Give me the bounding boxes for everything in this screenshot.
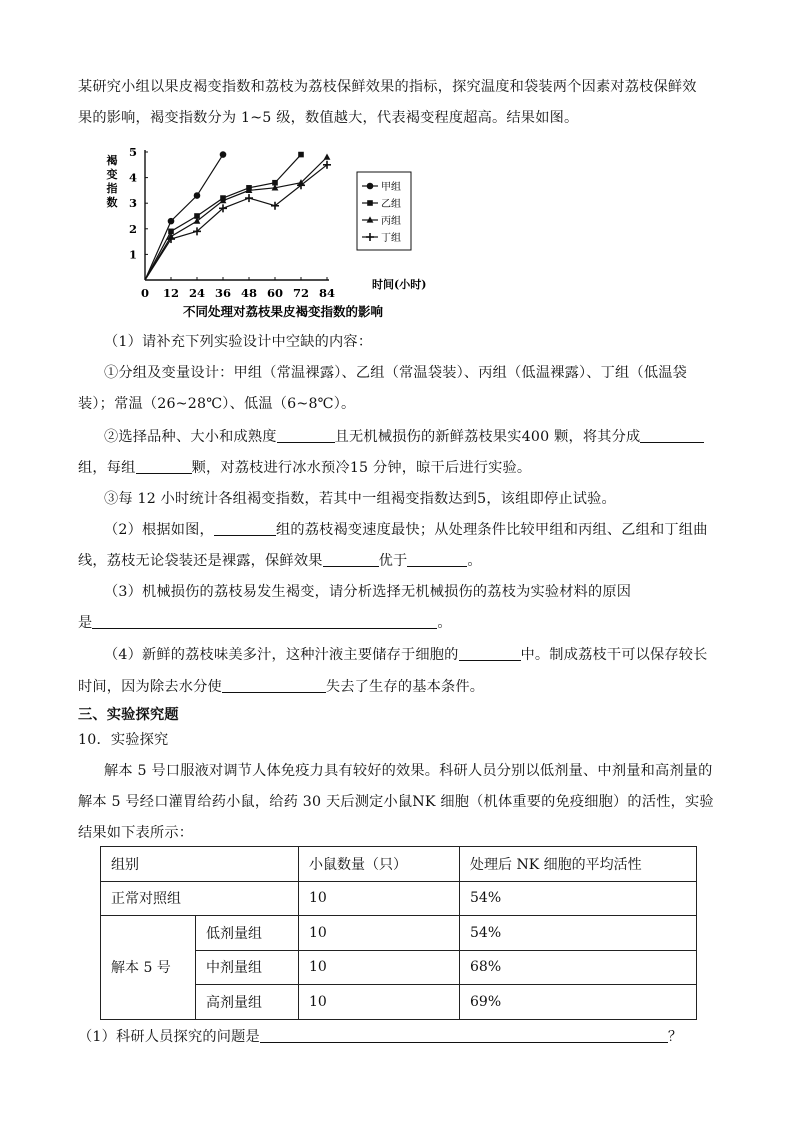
y-tick-label: 5	[128, 145, 137, 159]
answer-blank-research-question[interactable]	[260, 1028, 668, 1043]
series-line-2	[145, 155, 301, 280]
answer-blank-per-group[interactable]	[136, 459, 192, 474]
data-point	[324, 154, 331, 160]
x-tick-label: 36	[214, 286, 232, 300]
answer-blank-group-count[interactable]	[640, 428, 704, 443]
chart-title: 不同处理对荔枝果皮褐变指数的影响	[182, 304, 384, 319]
q3-line-b	[78, 612, 452, 632]
x-axis-label: 时间(小时)	[372, 278, 427, 291]
x-tick-label: 24	[188, 286, 206, 300]
data-point	[168, 218, 175, 225]
q1-item1-line-b: 装）；常温（26~28℃）、低温（6~8℃）。	[78, 396, 356, 412]
x-tick-label: 0	[140, 286, 150, 300]
answer-blank-microbes[interactable]	[222, 678, 326, 693]
q2-text-5: 。	[467, 553, 482, 569]
x-tick-label: 72	[292, 286, 310, 300]
y-tick-label: 4	[128, 170, 137, 185]
answer-blank-fastest-group[interactable]	[214, 521, 276, 536]
x-tick-label: 48	[240, 286, 258, 300]
table-row	[101, 881, 697, 916]
q4-text-1: （4）新鲜的荔枝味美多汁，这种汁液主要储存于细胞的	[104, 647, 459, 663]
legend-label: 丙组	[381, 216, 401, 227]
q1-item2-line-a	[104, 426, 704, 446]
legend-label: 甲组	[381, 182, 401, 193]
y-axis-label-char: 褐	[106, 154, 118, 167]
q1-stem: （1）请补充下列实验设计中空缺的内容：	[104, 334, 373, 350]
q1-item2-text-3: 组，每组	[78, 460, 136, 476]
answer-blank-reason[interactable]	[92, 614, 437, 629]
legend-marker	[367, 183, 374, 190]
y-tick-label: 1	[128, 247, 137, 262]
data-point	[298, 152, 304, 158]
cell-count: 10	[299, 950, 460, 985]
q1-item3: ③每 12 小时统计各组褐变指数，若其中一组褐变指数达到5，该组即停止试验。	[104, 491, 616, 507]
question-10-title: 10．实验探究	[78, 732, 169, 748]
y-tick-label: 2	[128, 221, 137, 236]
q10-1-question-mark: ？	[667, 1029, 683, 1045]
y-tick-label: 3	[128, 196, 137, 211]
browning-index-chart	[100, 142, 440, 322]
cell-activity: 69%	[460, 985, 697, 1020]
header-nk-activity: 处理后 NK 细胞的平均活性	[460, 847, 697, 882]
cell-dose: 低剂量组	[196, 916, 299, 951]
q4-text-3: 时间，因为除去水分使	[78, 679, 222, 695]
cell-dose: 中剂量组	[196, 950, 299, 985]
q2-line-a	[104, 519, 708, 539]
table-row	[101, 916, 697, 951]
y-axis-label-char: 数	[106, 196, 118, 209]
q1-item2-text-4: 颗，对荔枝进行冰水预冷15 分钟，晾干后进行实验。	[191, 460, 532, 476]
answer-blank-organelle[interactable]	[459, 646, 521, 661]
q3-text-1: 是	[78, 615, 93, 631]
q4-line-b	[78, 676, 484, 696]
q2-line-b	[78, 550, 482, 570]
section-heading: 三、实验探究题	[78, 707, 179, 723]
q2-text-4: 优于	[378, 553, 408, 569]
cell-treatment-group: 解本 5 号	[101, 916, 196, 1020]
data-point	[194, 192, 201, 199]
cell-count: 10	[299, 916, 460, 951]
cell-count: 10	[299, 985, 460, 1020]
header-group: 组别	[101, 847, 299, 882]
q2-text-2: 组的荔枝褐变速度最快；从处理条件比较甲组和丙组、乙组和丁组曲	[275, 522, 708, 538]
y-axis-label-char: 指	[106, 182, 118, 195]
intro-line-1: 某研究小组以果皮褐变指数和荔枝为荔枝保鲜效果的指标，探究温度和袋装两个因素对荔枝保鲜效	[78, 79, 697, 95]
q4-text-2: 中。制成荔枝干可以保存较长	[520, 647, 708, 663]
results-table	[100, 846, 697, 1020]
x-tick-label: 60	[266, 286, 284, 300]
y-axis-label-char: 变	[106, 168, 118, 181]
q1-item2-text-1: ②选择品种、大小和成熟度	[104, 429, 277, 445]
cell-control-activity: 54%	[460, 881, 697, 916]
intro-line-2: 果的影响，褐变指数分为 1~5 级，数值越大，代表褐变程度超高。结果如图。	[78, 110, 579, 126]
cell-control-label: 正常对照组	[101, 881, 299, 916]
answer-blank-better-condition[interactable]	[323, 552, 379, 567]
legend-label: 丁组	[381, 233, 401, 244]
data-point	[220, 151, 227, 158]
q4-text-4: 失去了生存的基本条件。	[325, 679, 485, 695]
legend-label: 乙组	[381, 199, 401, 210]
x-tick-label: 12	[162, 286, 180, 300]
q2-text-1: （2）根据如图，	[104, 522, 214, 538]
q3-text-2: 。	[437, 615, 452, 631]
q1-item2-line-b	[78, 457, 531, 477]
q10-paragraph-line-3: 结果如下表所示：	[78, 825, 194, 841]
x-tick-label: 84	[318, 286, 336, 300]
q10-1-text: （1）科研人员探究的问题是	[78, 1029, 260, 1045]
cell-control-count: 10	[299, 881, 460, 916]
q10-paragraph-line-2: 解本 5 号经口灌胃给药小鼠，给药 30 天后测定小鼠NK 细胞（机体重要的免疫细胞）的活性，实验	[78, 794, 714, 810]
q4-line-a	[104, 644, 708, 664]
table-header-row	[101, 847, 697, 882]
q10-paragraph-line-1: 解本 5 号口服液对调节人体免疫力具有较好的效果。科研人员分别以低剂量、中剂量和高剂量的	[104, 763, 713, 779]
q3-line-a: （3）机械损伤的荔枝易发生褐变，请分析选择无机械损伤的荔枝为实验材料的原因	[104, 584, 632, 600]
cell-activity: 54%	[460, 916, 697, 951]
cell-activity: 68%	[460, 950, 697, 985]
answer-blank-worse-condition[interactable]	[407, 552, 467, 567]
cell-dose: 高剂量组	[196, 985, 299, 1020]
q2-text-3: 线，荔枝无论袋装还是裸露，保鲜效果	[78, 553, 323, 569]
header-mouse-count: 小鼠数量（只）	[299, 847, 460, 882]
q1-item1-line-a: ①分组及变量设计：甲组（常温裸露）、乙组（常温袋装）、丙组（低温裸露）、丁组（低温袋	[104, 365, 687, 381]
legend-marker	[367, 200, 373, 206]
q1-item2-text-2: 且无机械损伤的新鲜荔枝果实400 颗，将其分成	[334, 429, 641, 445]
answer-blank-ripeness[interactable]	[277, 428, 335, 443]
q10-1-line	[78, 1026, 682, 1046]
